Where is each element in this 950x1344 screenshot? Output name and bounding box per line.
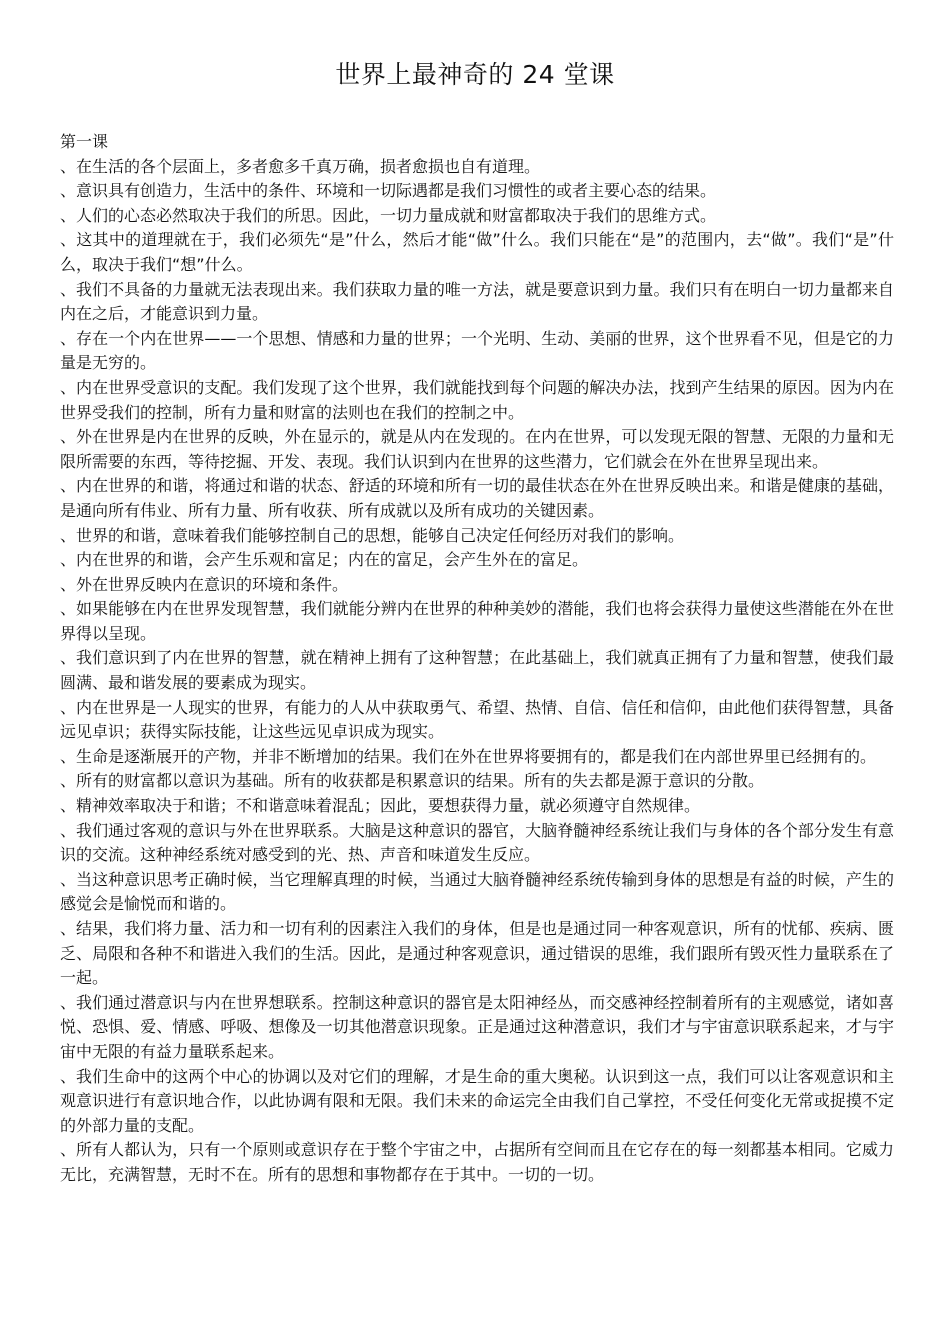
- paragraph-14: 、我们意识到了内在世界的智慧，就在精神上拥有了这种智慧；在此基础上，我们就真正拥有了力量和智慧，使我们最圆满、最和谐发展的要素成为现实。: [60, 648, 894, 693]
- paragraph-10: 、世界的和谐，意味着我们能够控制自己的思想，能够自己决定任何经历对我们的影响。: [60, 525, 685, 545]
- paragraph-21: 、结果，我们将力量、活力和一切有利的因素注入我们的身体，但是也是通过同一种客观意识，所有的忧郁、疾病、匮乏、局限和各种不和谐进入我们的生活。因此，是通过种客观意识，通过错误的思维，我们跟所有毁灭性力量联系在了一起。: [60, 919, 894, 988]
- paragraph-15: 、内在世界是一人现实的世界，有能力的人从中获取勇气、希望、热情、自信、信任和信仰，由此他们获得智慧，具备远见卓识；获得实际技能，让这些远见卓识成为现实。: [60, 697, 894, 742]
- paragraph-23: 、我们生命中的这两个中心的协调以及对它们的理解，才是生命的重大奥秘。认识到这一点，我们可以让客观意识和主观意识进行有意识地合作，以此协调有限和无限。我们未来的命运完全由我们自己掌控，不受任何变化无常或捉摸不定的外部力量的支配。: [60, 1066, 894, 1135]
- paragraph-13: 、如果能够在内在世界发现智慧，我们就能分辨内在世界的种种美妙的潜能，我们也将会获得力量使这些潜能在外在世界得以呈现。: [60, 599, 894, 643]
- paragraph-9: 、内在世界的和谐，将通过和谐的状态、舒适的环境和所有一切的最佳状态在外在世界反映出来。和谐是健康的基础，是通向所有伟业、所有力量、所有收获、所有成就以及所有成功的关键因素。: [60, 476, 894, 520]
- paragraph-20: 、当这种意识思考正确时候，当它理解真理的时候，当通过大脑脊髓神经系统传输到身体的思想是有益的时候，产生的感觉会是愉悦而和谐的。: [60, 869, 894, 914]
- paragraph-6: 、存在一个内在世界——一个思想、情感和力量的世界；一个光明、生动、美丽的世界，这个世界看不见，但是它的力量是无穷的。: [60, 328, 894, 373]
- paragraph-2: 、意识具有创造力，生活中的条件、环境和一切际遇都是我们习惯性的或者主要心态的结果。: [60, 181, 717, 201]
- paragraph-3: 、人们的心态必然取决于我们的所思。因此，一切力量成就和财富都取决于我们的思维方式。: [60, 205, 717, 225]
- paragraph-18: 、精神效率取决于和谐；不和谐意味着混乱；因此，要想获得力量，就必须遵守自然规律。: [60, 796, 701, 816]
- paragraph-11: 、内在世界的和谐，会产生乐观和富足；内在的富足，会产生外在的富足。: [60, 550, 589, 570]
- paragraph-4: 、这其中的道理就在于，我们必须先“是”什么，然后才能“做”什么。我们只能在“是”的范围内，去“做”。我们“是”什么，取决于我们“想”什么。: [60, 230, 894, 274]
- paragraph-17: 、所有的财富都以意识为基础。所有的收获都是积累意识的结果。所有的失去都是源于意识的分散。: [60, 771, 765, 791]
- paragraph-8: 、外在世界是内在世界的反映，外在显示的，就是从内在发现的。在内在世界，可以发现无限的智慧、无限的力量和无限所需要的东西，等待挖掘、开发、表现。我们认识到内在世界的这些潜力，它们就会在外在世界呈现出来。: [60, 427, 894, 471]
- page-title: 世界上最神奇的 24 堂课: [335, 60, 615, 89]
- paragraph-22: 、我们通过潜意识与内在世界想联系。控制这种意识的器官是太阳神经丛，而交感神经控制着所有的主观感觉，诸如喜悦、恐惧、爱、情感、呼吸、想像及一切其他潜意识现象。正是通过这种潜意识，我们才与宇宙意识联系起来，才与宇宙中无限的有益力量联系起来。: [60, 992, 894, 1061]
- paragraph-12: 、外在世界反映内在意识的环境和条件。: [60, 574, 349, 594]
- section-heading: 第一课: [60, 132, 109, 151]
- document-body: [60, 130, 894, 1188]
- paragraph-1: 、在生活的各个层面上，多者愈多千真万确，损者愈损也自有道理。: [60, 156, 541, 176]
- paragraph-19: 、我们通过客观的意识与外在世界联系。大脑是这种意识的器官，大脑脊髓神经系统让我们与身体的各个部分发生有意识的交流。这种神经系统对感受到的光、热、声音和味道发生反应。: [60, 820, 894, 865]
- paragraph-7: 、内在世界受意识的支配。我们发现了这个世界，我们就能找到每个问题的解决办法，找到产生结果的原因。因为内在世界受我们的控制，所有力量和财富的法则也在我们的控制之中。: [60, 377, 894, 422]
- paragraph-5: 、我们不具备的力量就无法表现出来。我们获取力量的唯一方法，就是要意识到力量。我们只有在明白一切力量都来自内在之后，才能意识到力量。: [60, 279, 894, 324]
- paragraph-24: 、所有人都认为，只有一个原则或意识存在于整个宇宙之中，占据所有空间而且在它存在的每一刻都基本相同。它威力无比，充满智慧，无时不在。所有的思想和事物都存在于其中。一切的一切。: [60, 1140, 894, 1184]
- paragraph-16: 、生命是逐渐展开的产物，并非不断增加的结果。我们在外在世界将要拥有的，都是我们在内部世界里已经拥有的。: [60, 746, 877, 766]
